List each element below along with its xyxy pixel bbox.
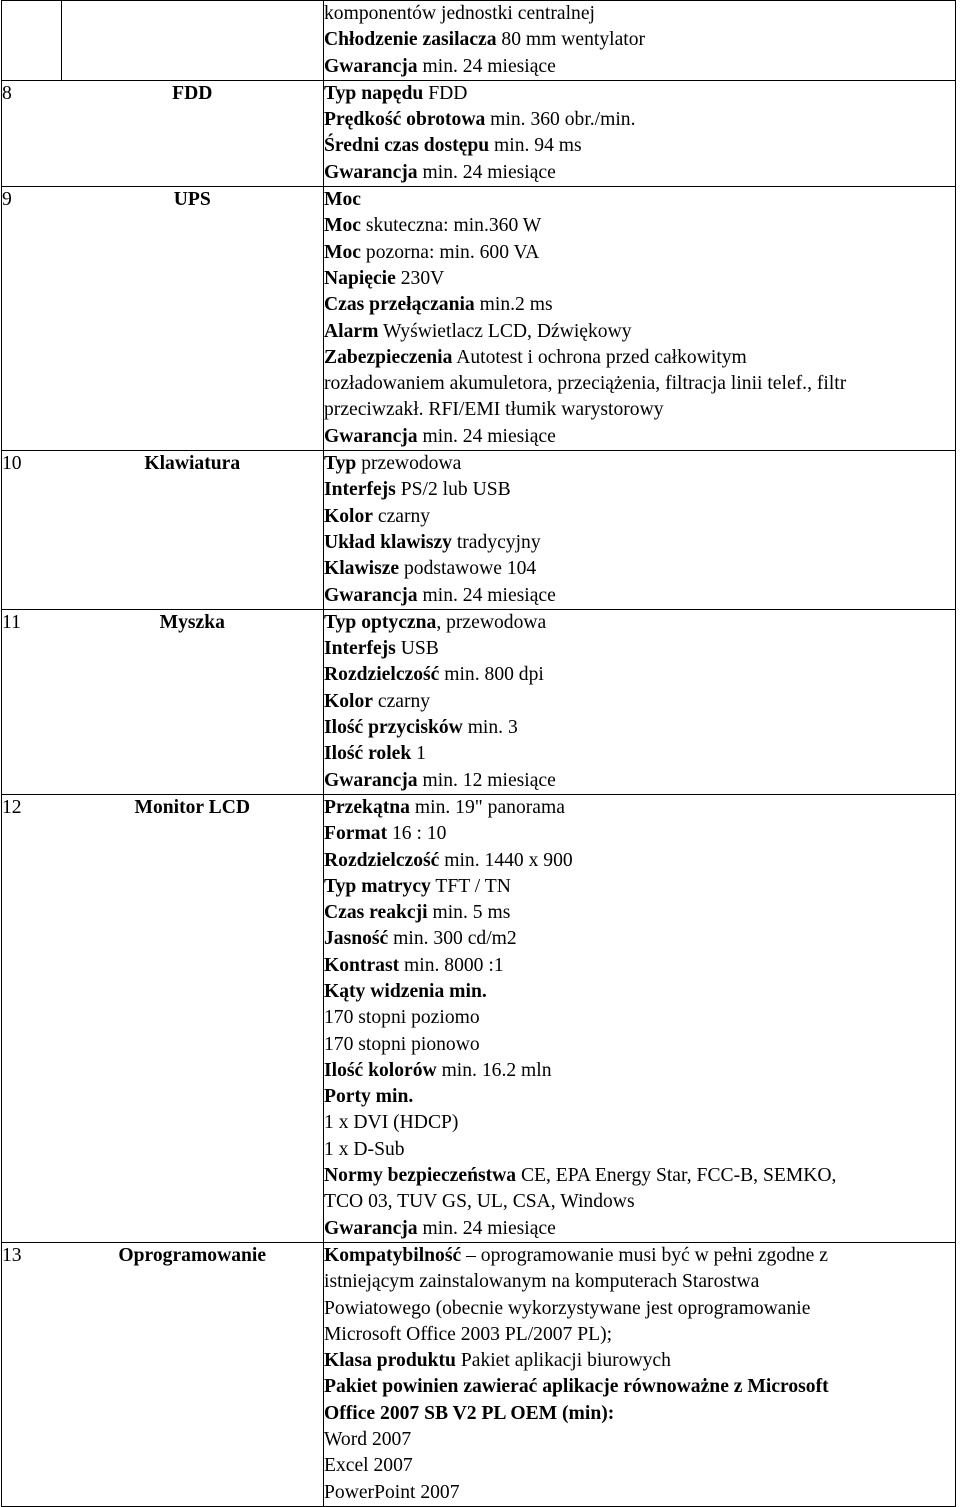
spec-value: min. 24 miesiące [417,55,556,77]
spec-value: Autotest i ochrona przed całkowitym [452,346,747,368]
spec-value: Microsoft Office 2003 PL/2007 PL); [324,1323,613,1345]
spec-value: PS/2 lub USB [395,479,511,501]
spec-line [324,504,955,530]
component-name-cell: Monitor LCD [62,794,324,1242]
component-name-cell: UPS [62,187,324,451]
spec-line [324,1243,955,1269]
spec-label: Rozdzielczość [324,849,440,871]
component-name-cell: FDD [62,80,324,186]
spec-line [324,795,955,821]
spec-value: przewodowa [356,453,462,475]
spec-value: min. 360 obr./min. [485,109,636,131]
table-row [2,1242,956,1506]
spec-label: Napięcie [324,267,396,289]
spec-value: Powiatowego (obecnie wykorzystywane jest oprogramowanie [324,1297,811,1319]
spec-value: 230V [395,267,445,289]
spec-line [324,1163,955,1189]
spec-label: Gwarancja [324,584,418,606]
item-number-cell [2,1,62,81]
spec-line [324,1084,955,1110]
spec-value: min. 24 miesiące [417,584,556,606]
spec-line [324,107,955,133]
spec-label: Kompatybilność [324,1244,462,1266]
spec-label: Gwarancja [324,55,418,77]
spec-line [324,530,955,556]
spec-line [324,477,955,503]
spec-value: 1 x DVI (HDCP) [324,1112,459,1134]
spec-line [324,768,955,794]
spec-label: Zabezpieczenia [324,346,453,368]
spec-line [324,1005,955,1031]
spec-value: min. 5 ms [427,902,511,924]
spec-line [324,213,955,239]
table-row [2,451,956,610]
spec-label: Office 2007 SB V2 PL OEM (min): [324,1402,615,1424]
spec-label: Interfejs [324,638,396,660]
spec-line [324,187,955,213]
spec-value: Pakiet aplikacji biurowych [455,1350,671,1372]
item-number-cell: 13 [2,1242,62,1506]
spec-value: podstawowe 104 [399,558,537,580]
item-number-cell: 12 [2,794,62,1242]
spec-line [324,874,955,900]
specification-cell [324,187,956,451]
spec-label: Moc [324,241,361,263]
specification-cell [324,609,956,794]
spec-line [324,1137,955,1163]
spec-line [324,1348,955,1374]
spec-label: Interfejs [324,479,396,501]
spec-line [324,1110,955,1136]
spec-value: min. 1440 x 900 [439,849,573,871]
spec-value: min. 12 miesiące [417,769,556,791]
spec-label: Kolor [324,690,373,712]
spec-value: czarny [372,690,431,712]
spec-label: Średni czas dostępu [324,135,490,157]
spec-label: Pakiet powinien zawierać aplikacje równoważne z Microsoft [324,1376,829,1398]
spec-label: Kąty widzenia min. [324,980,487,1002]
spec-value: min. 19" panorama [409,796,565,818]
spec-line [324,81,955,107]
spec-value: USB [395,638,439,660]
spec-line [324,848,955,874]
spec-line [324,1216,955,1242]
spec-line [324,240,955,266]
spec-value: 16 : 10 [387,823,447,845]
specification-cell [324,451,956,610]
spec-label: Moc [324,189,361,211]
component-name-cell: Oprogramowanie [62,1242,324,1506]
spec-label: Gwarancja [324,769,418,791]
spec-label: Alarm [324,320,379,342]
spec-value: PowerPoint 2007 [324,1481,460,1503]
specification-cell [324,1,956,81]
spec-line [324,266,955,292]
spec-line [324,715,955,741]
table-row [2,80,956,186]
table-row [2,794,956,1242]
spec-value: pozorna: min. 600 VA [361,241,540,263]
spec-label: Format [324,823,388,845]
component-name-cell: Myszka [62,609,324,794]
spec-value: 170 stopni pionowo [324,1033,480,1055]
spec-value: Excel 2007 [324,1455,413,1477]
spec-label: Chłodzenie zasilacza [324,29,497,51]
spec-line [324,1401,955,1427]
spec-line [324,1,955,27]
spec-line [324,1032,955,1058]
spec-value: min. 3 [462,717,518,739]
spec-value: min. 300 cd/m2 [388,928,517,950]
spec-line [324,1189,955,1215]
item-number-cell: 11 [2,609,62,794]
spec-value: min. 8000 :1 [399,954,504,976]
spec-value: 1 x D-Sub [324,1138,405,1160]
spec-label: Ilość przycisków [324,717,463,739]
spec-line [324,371,955,397]
spec-label: Ilość rolek [324,743,412,765]
spec-value: 80 mm wentylator [496,29,646,51]
spec-line [324,1453,955,1479]
spec-label: Rozdzielczość [324,664,440,686]
component-name-cell [62,1,324,81]
spec-line [324,926,955,952]
item-number-cell: 9 [2,187,62,451]
spec-value: przeciwzakł. RFI/EMI tłumik warystorowy [324,399,664,421]
spec-value: rozładowaniem akumuletora, przeciążenia, filtracja linii telef., filtr [324,373,847,395]
spec-label: Klasa produktu [324,1350,456,1372]
spec-line [324,160,955,186]
spec-label: Układ klawiszy [324,531,452,553]
spec-value: min. 24 miesiące [417,425,556,447]
spec-value: – oprogramowanie musi być w pełni zgodne z [461,1244,828,1266]
spec-line [324,397,955,423]
spec-line [324,319,955,345]
spec-line [324,1322,955,1348]
spec-label: Czas reakcji [324,902,428,924]
spec-label: Typ optyczna [324,611,437,633]
spec-line [324,583,955,609]
spec-label: Gwarancja [324,161,418,183]
spec-value: min. 24 miesiące [417,161,556,183]
table-row [2,187,956,451]
spec-label: Kontrast [324,954,400,976]
spec-line [324,741,955,767]
spec-value: 170 stopni poziomo [324,1007,480,1029]
spec-line [324,54,955,80]
spec-line [324,662,955,688]
component-name-cell: Klawiatura [62,451,324,610]
spec-label: Kolor [324,505,373,527]
spec-value: min. 16.2 mln [436,1059,552,1081]
spec-value: 1 [411,743,426,765]
spec-line [324,636,955,662]
spec-label: Gwarancja [324,425,418,447]
spec-label: Przekątna [324,796,410,818]
specification-table-body [2,1,956,1507]
table-row [2,609,956,794]
spec-label: Czas przełączania [324,294,475,316]
spec-label: Moc [324,215,361,237]
spec-label: Jasność [324,928,389,950]
spec-value: Wyświetlacz LCD, Dźwiękowy [378,320,632,342]
spec-line [324,1269,955,1295]
spec-line [324,821,955,847]
specification-cell [324,80,956,186]
spec-label: Typ [324,453,357,475]
spec-value: istniejącym zainstalowanym na komputerach Starostwa [324,1271,760,1293]
spec-line [324,133,955,159]
spec-line [324,345,955,371]
spec-line [324,1296,955,1322]
spec-value: TFT / TN [430,875,511,897]
spec-label: Ilość kolorów [324,1059,437,1081]
spec-value: min. 800 dpi [439,664,544,686]
spec-label: Typ napędu [324,82,424,104]
spec-line [324,1374,955,1400]
spec-line [324,900,955,926]
specification-cell [324,1242,956,1506]
spec-value: min. 24 miesiące [417,1217,556,1239]
spec-line [324,292,955,318]
spec-value: min.2 ms [474,294,553,316]
spec-line [324,1480,955,1506]
spec-line [324,27,955,53]
spec-value: tradycyjny [451,531,541,553]
spec-line [324,451,955,477]
spec-value: min. 94 ms [489,135,582,157]
spec-line [324,689,955,715]
spec-line [324,1058,955,1084]
spec-label: Normy bezpieczeństwa [324,1165,517,1187]
spec-line [324,556,955,582]
spec-line [324,610,955,636]
spec-label: Klawisze [324,558,400,580]
spec-value: komponentów jednostki centralnej [324,3,595,24]
spec-value: Word 2007 [324,1429,412,1451]
table-row [2,1,956,81]
spec-line [324,424,955,450]
spec-value: CE, EPA Energy Star, FCC-B, SEMKO, [516,1165,837,1187]
spec-value: , przewodowa [436,611,547,633]
spec-line [324,979,955,1005]
spec-label: Prędkość obrotowa [324,109,486,131]
spec-line [324,953,955,979]
spec-value: TCO 03, TUV GS, UL, CSA, Windows [324,1191,635,1213]
specification-table [1,0,956,1507]
spec-label: Porty min. [324,1086,414,1108]
item-number-cell: 10 [2,451,62,610]
spec-label: Gwarancja [324,1217,418,1239]
item-number-cell: 8 [2,80,62,186]
spec-value: FDD [423,82,468,104]
spec-value: czarny [372,505,431,527]
spec-value: skuteczna: min.360 W [361,215,542,237]
specification-cell [324,794,956,1242]
spec-line [324,1427,955,1453]
spec-label: Typ matrycy [324,875,431,897]
